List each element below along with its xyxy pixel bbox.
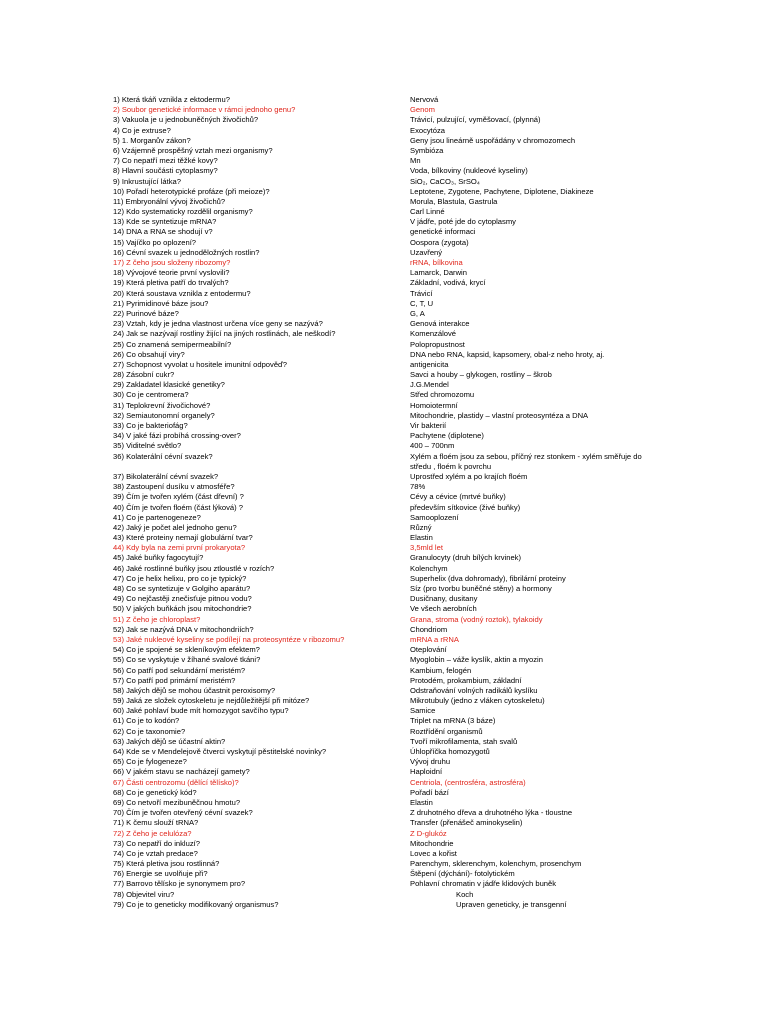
question-answer-list [113,95,673,910]
qa-row [113,788,673,798]
question-text: 59) Jaká ze složek cytoskeletu je nejdůležitější při mitóze? [113,696,310,706]
question-text: 23) Vztah, kdy je jedna vlastnost určena více geny se nazývá? [113,319,323,329]
question-text: 9) Inkrustující látka? [113,176,181,186]
question-text: 64) Kde se v Mendelejově čtverci vyskytují pěstitelské novinky? [113,747,327,757]
answer-text: Symbióza [410,145,444,155]
question-text: 61) Co je to kodón? [113,716,180,726]
answer-text: Mitochondrie [410,838,454,848]
question-text: 24) Jak se nazývají rostliny žijící na jiných rostlinách, ale neškodí? [113,329,336,339]
answer-text: Mikrotubuly (jedno z vláken cytoskeletu) [410,696,545,706]
answer-text: Kolenchym [410,563,448,573]
question-text: 31) Teplokrevní živočichové? [113,400,211,410]
qa-row [113,217,673,227]
answer-text: Upraven geneticky, je transgenní [456,899,567,909]
answer-text: Základní, vodivá, krycí [410,278,486,288]
answer-text: Ve všech aerobních [410,604,477,614]
answer-text: Uprostřed xylém a po krajích floém [410,471,528,481]
qa-row [113,350,673,360]
answer-text: 78% [410,482,426,492]
answer-text: genetické informaci [410,227,476,237]
answer-text: Homoiotermní [410,400,458,410]
question-text: 79) Co je to geneticky modifikovaný organismus? [113,899,279,909]
question-text: 49) Co nejčastěji znečisťuje pitnou vodu? [113,594,252,604]
answer-text: C, T, U [410,298,434,308]
answer-text: Samooplození [410,512,459,522]
answer-text: Cévy a cévice (mrtvé buňky) [410,492,506,502]
answer-text: Lovec a kořist [410,848,457,858]
answer-text: V jádře, poté jde do cytoplasmy [410,217,516,227]
qa-row [113,900,673,910]
answer-text: především sítkovice (živé buňky) [410,502,521,512]
answer-text: Savci a houby – glykogen, rostliny – škrob [410,370,552,380]
qa-row [113,767,673,777]
question-text: 71) K čemu slouží tRNA? [113,818,199,828]
qa-row [113,207,673,217]
answer-text: Elastin [410,797,433,807]
qa-row [113,818,673,828]
qa-row [113,747,673,757]
qa-row [113,278,673,288]
answer-text: Dusičnany, dusitany [410,594,478,604]
qa-row [113,706,673,716]
answer-text: Samice [410,706,436,716]
qa-row [113,136,673,146]
qa-row [113,401,673,411]
answer-text: Triplet na mRNA (3 báze) [410,716,496,726]
question-text: 62) Co je taxonomie? [113,726,186,736]
question-text: 11) Embryonální vývoj živočichů? [113,196,226,206]
answer-text: Lamarck, Darwin [410,268,467,278]
qa-row [113,655,673,665]
answer-text: Granulocyty (druh bílých krvinek) [410,553,521,563]
question-text: 1) Která tkáň vznikla z ektodermu? [113,95,230,104]
question-text: 47) Co je helix helixu, pro co je typický? [113,573,247,583]
answer-text: Voda, bílkoviny (nukleové kyseliny) [410,166,528,176]
question-text: 60) Jaké pohlaví bude mít homozygot savčího typu? [113,706,289,716]
question-text: 42) Jaký je počet alel jednoho genu? [113,522,237,532]
question-text: 76) Energie se uvolňuje při? [113,869,208,879]
answer-text: SiO₂, CaCO₃, SrSO₄ [410,176,480,186]
qa-row [113,890,673,900]
answer-text: Morula, Blastula, Gastrula [410,196,498,206]
answer-text: DNA nebo RNA, kapsid, kapsomery, obal-z neho hroty, aj. [410,349,605,359]
qa-row [113,574,673,584]
question-text: 44) Kdy byla na zemi první prokaryota? [113,543,246,553]
question-text: 22) Purinové báze? [113,308,179,318]
answer-text: Haploidní [410,767,443,777]
question-text: 68) Co je genetický kód? [113,787,197,797]
question-text: 43) Které proteiny nemají globulární tvar? [113,533,253,543]
qa-row [113,299,673,309]
question-text: 26) Co obsahují viry? [113,349,185,359]
question-text: 46) Jaké rostlinné buňky jsou ztloustlé v rozích? [113,563,275,573]
question-text: 39) Čím je tvořen xylém (část dřevní) ? [113,492,244,502]
question-text: 69) Co netvoří mezibuněčnou hmotu? [113,797,241,807]
answer-text: Štěpení (dýchání)- fotolytickém [410,869,515,879]
answer-text: Úhlopříčka homozygotů [410,747,490,757]
answer-text: rRNA, bílkovina [410,258,463,267]
qa-row [113,859,673,869]
qa-row [113,115,673,125]
answer-text: Exocytóza [410,125,446,135]
answer-text: Centriola, (centrosféra, astrosféra) [410,777,526,787]
answer-text: Protodém, prokambium, základní [410,675,522,685]
question-text: 21) Pyrimidinové báze jsou? [113,298,209,308]
qa-row [113,380,673,390]
answer-text: Oteplování [410,645,447,655]
question-text: 56) Co patří pod sekundární meristém? [113,665,246,675]
qa-row [113,635,673,645]
qa-row [113,340,673,350]
answer-text: G, A [410,308,425,318]
qa-row [113,839,673,849]
answer-text: Polopropustnost [410,339,465,349]
answer-text: Střed chromozomu [410,390,475,400]
answer-text: Pořadí bází [410,787,449,797]
qa-row [113,360,673,370]
question-text: 55) Co se vyskytuje v žíhané svalové tkáni? [113,655,261,665]
question-text: 17) Z čeho jsou složeny ribozomy? [113,258,231,267]
question-text: 15) Vajíčko po oplození? [113,237,197,247]
qa-row [113,482,673,492]
question-text: 10) Pořadí heterotypické profáze (při meioze)? [113,186,270,196]
qa-row [113,829,673,839]
answer-text: Genom [410,105,435,115]
qa-row [113,808,673,818]
qa-row [113,645,673,655]
qa-row [113,421,673,431]
question-text: 36) Kolaterální cévní svazek? [113,451,213,461]
question-text: 28) Zásobní cukr? [113,370,175,380]
qa-row [113,248,673,258]
answer-text: Pohlavní chromatin v jádře klidových buněk [410,879,557,889]
question-text: 58) Jakých dějů se mohou účastnit peroxisomy? [113,685,276,695]
answer-text: Síz (pro tvorbu buněčné stěny) a hormony [410,584,552,594]
question-text: 5) 1. Morganův zákon? [113,135,191,145]
question-text: 33) Co je bakteriofág? [113,421,188,430]
qa-row [113,105,673,115]
answer-text: Oospora (zygota) [410,237,469,247]
answer-text: Různý [410,522,432,532]
question-text: 35) Viditelné světlo? [113,441,182,451]
question-text: 54) Co je spojené se skleníkovým efektem? [113,645,260,655]
answer-text: Parenchym, sklerenchym, kolenchym, prosenchym [410,859,582,869]
answer-text: Mn [410,156,421,166]
qa-row [113,778,673,788]
question-text: 51) Z čeho je chloroplast? [113,614,201,624]
answer-text: Genová interakce [410,319,470,329]
question-text: 32) Semiautonomní organely? [113,410,215,420]
qa-row [113,370,673,380]
qa-row [113,737,673,747]
answer-text: Tvoří mikrofilamenta, stah svalů [410,736,518,746]
answer-text: Elastin [410,533,433,543]
answer-text: Vir bakterií [410,421,447,430]
answer-text: Xylém a floém jsou za sebou, příčný rez stonkem - xylém směřuje do středu , floém k povrchu [410,451,642,471]
question-text: 66) V jakém stavu se nacházejí gamety? [113,767,250,777]
qa-row [113,727,673,737]
answer-text: Z D-glukóz [410,828,447,838]
question-text: 12) Kdo systematicky rozdělil organismy? [113,207,253,217]
question-text: 40) Čím je tvořen floém (část lýková) ? [113,502,243,512]
qa-row [113,472,673,482]
answer-text: Roztřídění organismů [410,726,483,736]
question-text: 48) Co se syntetizuje v Golgiho aparátu? [113,584,251,594]
question-text: 65) Co je fylogeneze? [113,757,187,767]
qa-row [113,716,673,726]
qa-row [113,146,673,156]
qa-row [113,666,673,676]
answer-text: mRNA a rRNA [410,634,459,644]
qa-row [113,604,673,614]
question-text: 63) Jakých dějů se účastní aktin? [113,736,226,746]
question-text: 25) Co znamená semipermeabilní? [113,339,232,349]
question-text: 57) Co patří pod primární meristém? [113,675,236,685]
question-text: 74) Co je vztah predace? [113,848,198,858]
question-text: 8) Hlavní součásti cytoplasmy? [113,166,218,176]
qa-row [113,564,673,574]
qa-row [113,227,673,237]
answer-text: Carl Linné [410,207,445,217]
question-text: 77) Barrovo tělísko je synonymem pro? [113,879,246,889]
question-text: 38) Zastoupení dusíku v atmosféře? [113,482,235,492]
qa-row [113,329,673,339]
qa-row [113,289,673,299]
answer-text: Geny jsou lineárně uspořádány v chromozomech [410,135,576,145]
answer-text: Komenzálové [410,329,457,339]
answer-text: Z druhotného dřeva a druhotného lýka - tloustne [410,808,573,818]
qa-row [113,431,673,441]
qa-row [113,126,673,136]
qa-row [113,95,673,105]
qa-row [113,523,673,533]
question-text: 50) V jakých buňkách jsou mitochondrie? [113,604,252,614]
qa-row [113,615,673,625]
qa-row [113,879,673,889]
qa-row [113,390,673,400]
question-text: 3) Vakuola je u jednobuněčných živočichů? [113,115,259,125]
answer-text: Transfer (přenášeč aminokyselin) [410,818,523,828]
qa-row [113,503,673,513]
answer-text: antigenicita [410,359,449,369]
question-text: 18) Vývojové teorie první vyslovili? [113,268,230,278]
answer-text: Myoglobin – váže kyslík, aktin a myozin [410,655,543,665]
question-text: 67) Části centrozomu (dělící tělísko)? [113,777,239,787]
question-text: 6) Vzájemně prospěšný vztah mezi organismy? [113,145,273,155]
qa-row [113,553,673,563]
qa-row [113,258,673,268]
answer-text: Kambium, felogén [410,665,472,675]
answer-text: Grana, stroma (vodný roztok), tylakoidy [410,614,543,624]
question-text: 2) Soubor genetické informace v rámci jednoho genu? [113,105,296,115]
qa-row [113,869,673,879]
qa-row [113,543,673,553]
question-text: 45) Jaké buňky fagocytují? [113,553,204,563]
question-text: 14) DNA a RNA se shodují v? [113,227,213,237]
qa-row [113,696,673,706]
answer-text: Odstraňování volných radikálů kyslíku [410,685,538,695]
question-text: 19) Která pletiva patří do trvalých? [113,278,229,288]
qa-row [113,441,673,451]
question-text: 53) Jaké nukleové kyseliny se podílejí na proteosyntéze v ribozomu? [113,634,345,644]
answer-text: Superhelix (dva dohromady), fibrilární proteiny [410,573,566,583]
qa-row [113,238,673,248]
answer-text: Mitochondrie, plastidy – vlastní proteosyntéza a DNA [410,410,589,420]
qa-row [113,411,673,421]
answer-text: Pachytene (diplotene) [410,431,484,441]
qa-row [113,513,673,523]
question-text: 13) Kde se syntetizuje mRNA? [113,217,217,227]
qa-row [113,268,673,278]
question-text: 73) Co nepatří do inkluzí? [113,838,200,848]
qa-row [113,625,673,635]
qa-row [113,849,673,859]
question-text: 52) Jak se nazývá DNA v mitochondriích? [113,624,254,634]
question-text: 20) Která soustava vznikla z entodermu? [113,288,251,298]
qa-row [113,309,673,319]
qa-row [113,798,673,808]
qa-row [113,757,673,767]
answer-text: Leptotene, Zygotene, Pachytene, Diplotene, Diakineze [410,186,594,196]
question-text: 7) Co nepatří mezi těžké kovy? [113,156,218,166]
question-text: 27) Schopnost vyvolat u hositele imunitní odpověď? [113,359,287,369]
question-text: 37) Bikolaterální cévní svazek? [113,471,219,481]
qa-row [113,686,673,696]
question-text: 29) Zakladatel klasické genetiky? [113,380,225,390]
qa-row [113,319,673,329]
qa-row [113,452,673,472]
question-text: 75) Která pletiva jsou rostlinná? [113,859,220,869]
question-text: 70) Čím je tvořen otevřený cévní svazek? [113,808,253,818]
qa-row [113,177,673,187]
question-text: 30) Co je centromera? [113,390,189,400]
qa-row [113,584,673,594]
answer-text: J.G.Mendel [410,380,449,390]
answer-text: Koch [456,889,474,899]
question-text: 34) V jaké fázi probíhá crossing-over? [113,431,241,441]
answer-text: Nervová [410,95,439,104]
answer-text: Uzavřený [410,247,443,257]
answer-text: Chondriom [410,624,448,634]
qa-row [113,166,673,176]
qa-row [113,492,673,502]
qa-row [113,594,673,604]
answer-text: Trávicí, pulzující, vyměšovací, (plynná) [410,115,541,125]
question-text: 41) Co je partenogeneze? [113,512,201,522]
answer-text: 400 – 700nm [410,441,455,451]
qa-row [113,197,673,207]
answer-text: Trávicí [410,288,433,298]
question-text: 78) Objevitel viru? [113,889,175,899]
qa-row [113,156,673,166]
question-text: 16) Cévní svazek u jednoděložných rostlin? [113,247,260,257]
question-text: 4) Co je extruse? [113,125,171,135]
answer-text: 3,5mld let [410,543,443,553]
qa-row [113,533,673,543]
qa-row [113,676,673,686]
answer-text: Vývoj druhu [410,757,451,767]
qa-row [113,187,673,197]
question-text: 72) Z čeho je celulóza? [113,828,192,838]
